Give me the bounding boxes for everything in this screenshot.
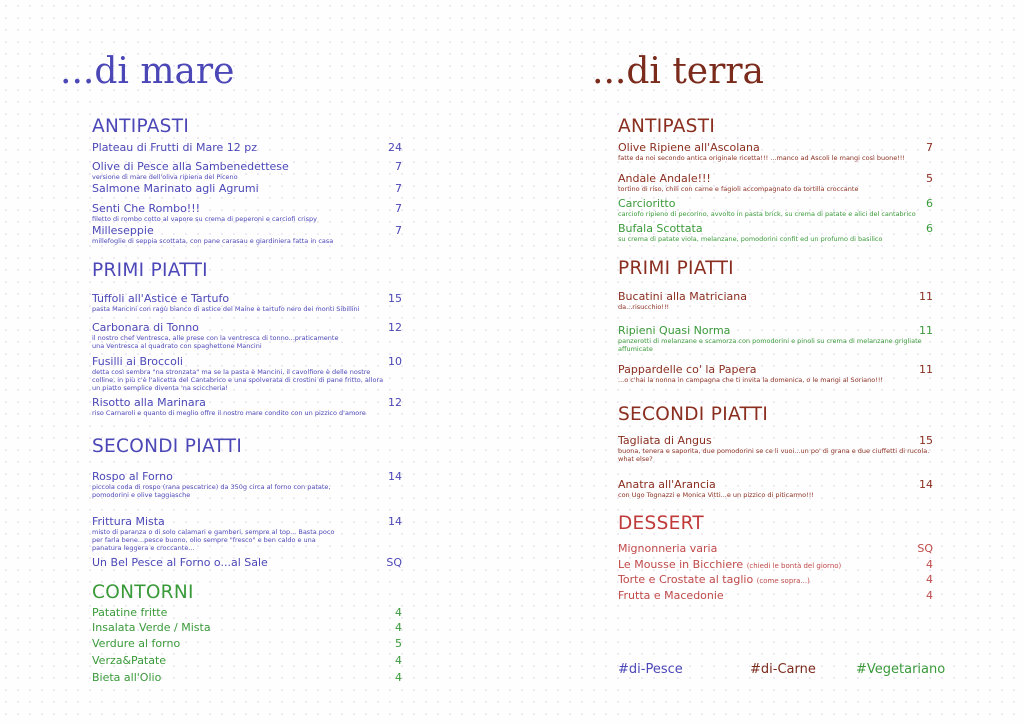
item-price: 4	[926, 558, 933, 571]
menu-item	[618, 141, 933, 162]
item-name: Frittura Mista	[92, 515, 165, 528]
item-name: Andale Andale!!!	[618, 172, 711, 185]
item-description: su crema di patate viola, melanzane, pomodorini confit ed un profumo di basilico	[618, 235, 883, 243]
item-price: 15	[919, 434, 933, 447]
menu-item	[92, 671, 402, 684]
menu-item	[92, 515, 402, 552]
menu-item	[618, 172, 933, 193]
item-name: Senti Che Rombo!!!	[92, 202, 201, 215]
item-description: fatte da noi secondo antica originale ricetta!!! ...manco ad Ascoli le mangi così buone!!!	[618, 154, 906, 162]
item-price: SQ	[386, 556, 402, 569]
menu-item	[92, 654, 402, 667]
menu-item	[92, 224, 402, 245]
item-name: Carcioritto	[618, 197, 676, 210]
item-name: Verdure al forno	[92, 637, 181, 650]
menu-item	[92, 556, 402, 569]
item-description: carciofo ripieno di pecorino, avvolto in pasta brick, su crema di patate e alici del cantabrico	[618, 210, 916, 218]
item-note: (come sopra...)	[756, 577, 810, 585]
item-price: 12	[388, 321, 402, 334]
item-name: Un Bel Pesce al Forno o...al Sale	[92, 556, 268, 569]
item-name: Carbonara di Tonno	[92, 321, 199, 334]
menu-item	[92, 355, 402, 392]
item-price: 14	[388, 470, 402, 483]
item-price: 14	[919, 478, 933, 491]
item-name: Bucatini alla Matriciana	[618, 290, 747, 303]
item-description: millefoglie di seppia scottata, con pane carasau e giardiniera fatta in casa	[92, 237, 334, 245]
menu-item	[618, 478, 933, 499]
item-price: 11	[919, 290, 933, 303]
item-price: 7	[395, 182, 402, 195]
right-antipasti-heading: ANTIPASTI	[618, 116, 716, 137]
item-description: buona, tenera e saporita, due pomodorini se ce li vuoi...un po' di grana e due ciuffetti di rucola. what else?	[618, 447, 930, 463]
item-price: 4	[395, 621, 402, 634]
menu-item	[618, 363, 933, 384]
menu-item	[92, 621, 402, 634]
menu-item	[618, 589, 933, 602]
legend-pesce: #di-Pesce	[618, 662, 683, 677]
left-primi-heading: PRIMI PIATTI	[92, 260, 208, 281]
menu-item	[92, 182, 402, 195]
item-description: piccola coda di rospo (rana pescatrice) da 350g circa al forno con patate, pomodorini e olive taggiasche	[92, 483, 331, 499]
item-name: Le Mousse in Bicchiere	[618, 558, 744, 571]
title-di-mare: ...di mare	[60, 51, 235, 92]
menu-item	[618, 558, 933, 573]
item-description: tortino di riso, chili con carne e fagioli accompagnato da tortilla croccante	[618, 185, 859, 193]
right-secondi-heading: SECONDI PIATTI	[618, 404, 769, 425]
right-dessert-heading: DESSERT	[618, 513, 705, 534]
menu-item	[92, 606, 402, 619]
item-name: Patatine fritte	[92, 606, 168, 619]
item-price: 15	[388, 292, 402, 305]
item-price: 6	[926, 222, 933, 235]
item-price: 4	[926, 573, 933, 586]
item-name: Torte e Crostate al taglio	[618, 573, 754, 586]
item-name: Verza&Patate	[92, 654, 167, 667]
item-price: 11	[919, 363, 933, 376]
menu-item	[92, 202, 402, 223]
item-description: il nostro chef Ventresca, alle prese con la ventresca di tonno...praticamente una Ventresca al quadrato con spaghettone Mancini	[92, 334, 339, 350]
item-name: Salmone Marinato agli Agrumi	[92, 182, 259, 195]
item-price: 4	[395, 671, 402, 684]
menu-item	[618, 222, 933, 243]
item-description: misto di paranza o di solo calamari e gamberi, sempre al top... Basta poco per farla bene...pesce buono, olio sempre "fresco" e ben caldo e una panatura leggera e croccante...	[92, 528, 335, 552]
item-description: riso Carnaroli e quanto di meglio offre il nostro mare condito con un pizzico d'amore	[92, 409, 366, 417]
item-name: Rospo al Forno	[92, 470, 173, 483]
right-primi-heading: PRIMI PIATTI	[618, 258, 734, 279]
item-name: Frutta e Macedonie	[618, 589, 724, 602]
item-price: 5	[926, 172, 933, 185]
item-price: 7	[395, 160, 402, 173]
item-name: Pappardelle co' la Papera	[618, 363, 757, 376]
menu-item	[92, 396, 402, 417]
item-name: Milleseppie	[92, 224, 154, 237]
item-name: Olive Ripiene all'Ascolana	[618, 141, 760, 154]
item-price: 24	[388, 141, 402, 154]
item-price: 4	[395, 654, 402, 667]
item-name: Olive di Pesce alla Sambenedettese	[92, 160, 289, 173]
item-price: 7	[926, 141, 933, 154]
left-secondi-heading: SECONDI PIATTI	[92, 436, 243, 457]
left-antipasti-heading: ANTIPASTI	[92, 116, 190, 137]
menu-item	[92, 321, 402, 350]
item-name: Risotto alla Marinara	[92, 396, 206, 409]
left-contorni-heading: CONTORNI	[92, 582, 194, 603]
menu-item	[618, 542, 933, 555]
item-price: 4	[395, 606, 402, 619]
item-price: 10	[388, 355, 402, 368]
legend-carne: #di-Carne	[750, 662, 816, 677]
item-name: Tagliata di Angus	[618, 434, 712, 447]
legend-vegetariano: #Vegetariano	[856, 662, 946, 677]
menu-item	[92, 141, 402, 154]
item-price: 12	[388, 396, 402, 409]
item-name: Fusilli ai Broccoli	[92, 355, 183, 368]
item-description: pasta Mancini con ragù bianco di astice del Maine e tartufo nero dei monti Sibillini	[92, 305, 360, 313]
item-price: 7	[395, 202, 402, 215]
item-name: Plateau di Frutti di Mare 12 pz	[92, 141, 258, 154]
item-name: Bieta all'Olio	[92, 671, 162, 684]
item-name: Ripieni Quasi Norma	[618, 324, 731, 337]
menu-item	[618, 434, 933, 463]
item-price: SQ	[917, 542, 933, 555]
menu-item	[92, 292, 402, 313]
item-price: 14	[388, 515, 402, 528]
item-price: 4	[926, 589, 933, 602]
item-name: Tuffoli all'Astice e Tartufo	[92, 292, 230, 305]
item-description: ...o c'hai la nonna in campagna che ti invita la domenica, o le mangi al Soriano!!!	[618, 376, 884, 384]
item-description: da...risucchio!!!	[618, 303, 670, 311]
item-name: Mignonneria varia	[618, 542, 718, 555]
menu-item	[618, 290, 933, 311]
item-price: 6	[926, 197, 933, 210]
menu-item	[92, 637, 402, 650]
item-description: panzerotti di melanzane e scamorza con pomodorini e pinoli su crema di melanzane grigliate affumicate	[618, 337, 922, 353]
item-note: (chiedi le bontà del giorno)	[746, 562, 842, 570]
item-name: Insalata Verde / Mista	[92, 621, 211, 634]
item-description: versione di mare dell'oliva ripiena del Piceno	[92, 173, 238, 181]
item-price: 5	[395, 637, 402, 650]
item-price: 11	[919, 324, 933, 337]
menu-item	[618, 197, 933, 218]
item-description: detta così sembra "na stronzata" ma se la pasta è Mancini, il cavolfiore è delle nostre colline, in più c'è l'alicetta del Cantabrico e una spolverata di crostini di pane fritto, allora un piatto semplice diventa 'na sciccheria!	[92, 368, 384, 392]
item-name: Bufala Scottata	[618, 222, 703, 235]
menu-item	[618, 573, 933, 588]
menu-item	[618, 324, 933, 353]
item-price: 7	[395, 224, 402, 237]
menu-item	[92, 160, 402, 181]
item-description: con Ugo Tognazzi e Monica Vitti...e un pizzico di piticarmo!!!	[618, 491, 814, 499]
item-description: filetto di rombo cotto al vapore su crema di peperoni e carciofi crispy	[92, 215, 317, 223]
menu-item	[92, 470, 402, 499]
title-di-terra: ...di terra	[592, 51, 764, 92]
item-name: Anatra all'Arancia	[618, 478, 716, 491]
